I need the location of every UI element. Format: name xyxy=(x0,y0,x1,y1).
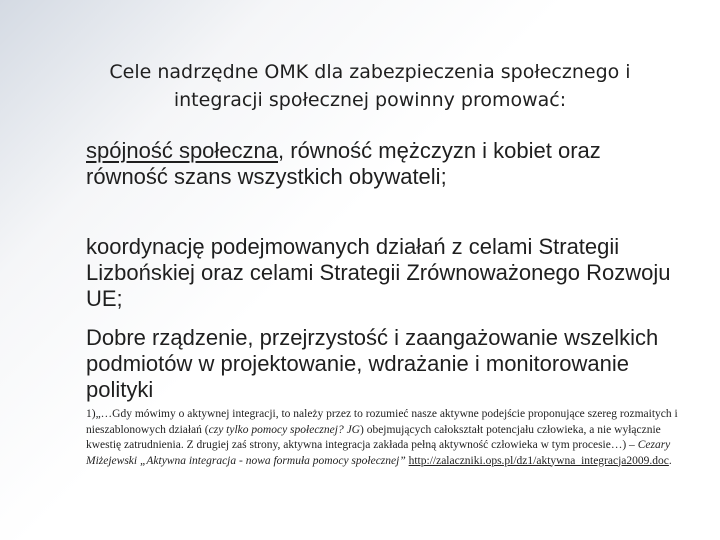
bullet-good-governance: Dobre rządzenie, przejrzystość i zaangażowanie wszelkich podmiotów w projektowanie, wdrażanie i monitorowanie polityki xyxy=(86,325,659,402)
bullet-coordination: koordynację podejmowanych działań z celami Strategii Lizbońskiej oraz celami Strategii Zrównoważonego Rozwoju UE; xyxy=(86,234,671,311)
bullet-social-cohesion xyxy=(86,138,686,190)
footnote-citation: Cezary Miżejewski „Aktywna integracja - nowa formuła pomocy społecznej” xyxy=(86,439,671,467)
underlined-phrase: spójność społeczna xyxy=(86,138,279,163)
footnote-text-2: ) obejmujących całokształt potencjału człowieka, a nie wyłącznie kwestię zatrudnienia. Z drugiej zaś strony, aktywna integracja zakłada pełną aktywność człowieka w tym procesie…) – xyxy=(86,423,661,451)
footnote-link[interactable]: http://zalaczniki.ops.pl/dz1/aktywna_integracja2009.doc xyxy=(408,454,669,467)
footnote xyxy=(86,407,686,469)
bullet-text: , równość mężczyzn i kobiet oraz równość szans wszystkich obywateli; xyxy=(86,138,601,189)
footnote-end: . xyxy=(668,454,672,467)
footnote-text: 1)„…Gdy mówimy o aktywnej integracji, to należy przez to rozumieć nasze aktywne podejście proponujące szereg rozmaitych i nieszablonowych działań ( xyxy=(86,408,678,436)
slide-title: Cele nadrzędne OMK dla zabezpieczenia społecznego i integracji społecznej powinny promować: xyxy=(109,61,631,111)
footnote-italic-comment: czy tylko pomocy społecznej? JG xyxy=(208,423,360,436)
